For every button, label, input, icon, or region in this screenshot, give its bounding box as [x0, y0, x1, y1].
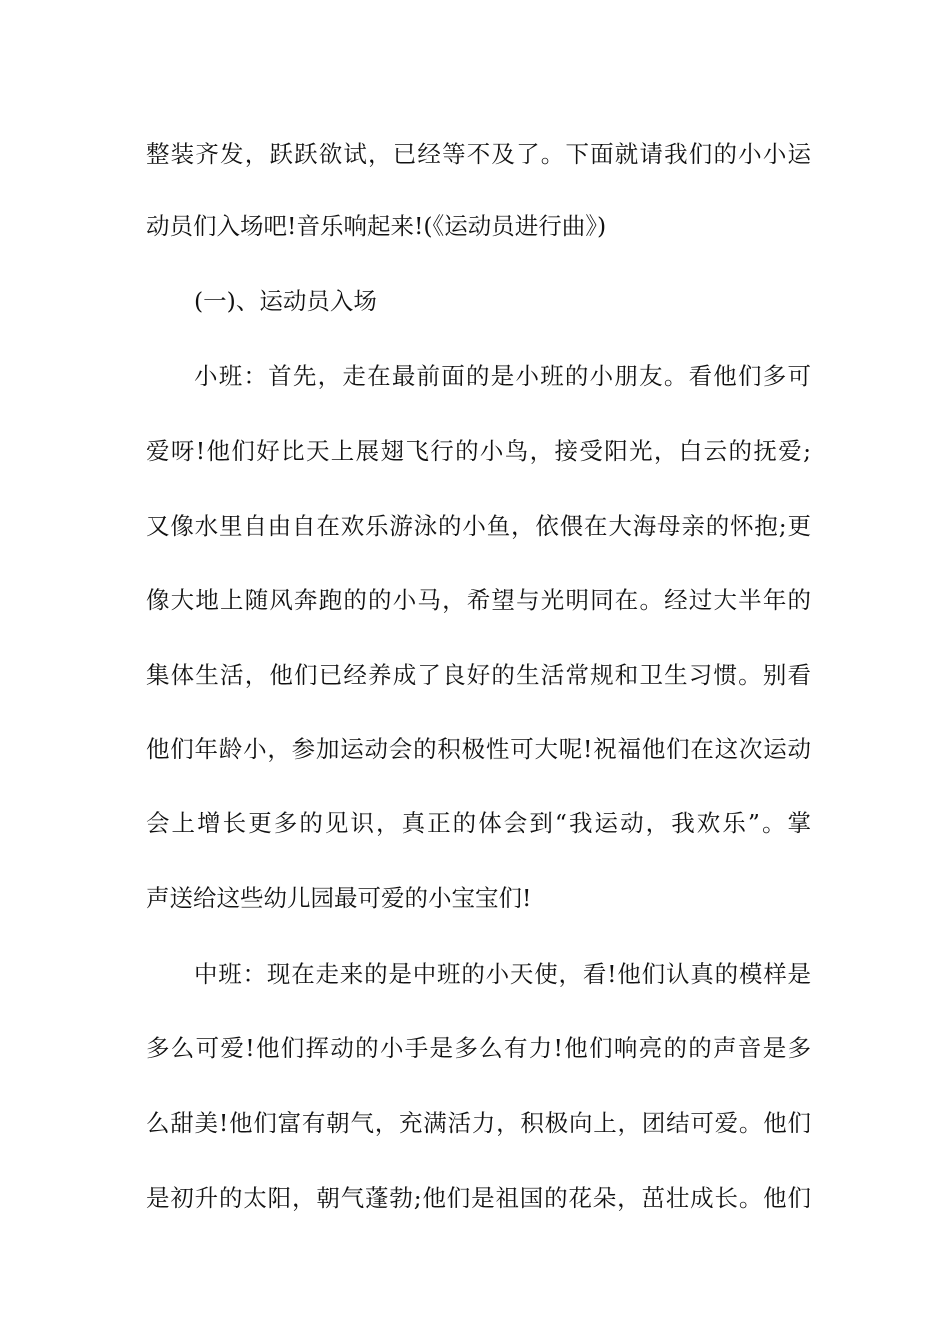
text-line-11: 声送给这些幼儿园最可爱的小宝宝们!	[146, 884, 532, 912]
text-line-8: 集体生活，他们已经养成了良好的生活常规和卫生习惯。别看	[146, 661, 811, 689]
text-line-5: 爱呀!他们好比天上展翅飞行的小鸟，接受阳光，白云的抚爱;	[146, 437, 811, 465]
text-line-4: 小班：首先，走在最前面的是小班的小朋友。看他们多可	[194, 362, 811, 390]
text-line-6: 又像水里自由自在欢乐游泳的小鱼，依偎在大海母亲的怀抱;更	[146, 512, 811, 540]
text-line-1: 整装齐发，跃跃欲试，已经等不及了。下面就请我们的小小运	[146, 140, 811, 168]
text-line-14: 么甜美!他们富有朝气，充满活力，积极向上，团结可爱。他们	[146, 1109, 811, 1137]
text-line-15: 是初升的太阳，朝气蓬勃;他们是祖国的花朵，茁壮成长。他们	[146, 1184, 811, 1212]
text-line-10: 会上增长更多的见识，真正的体会到“我运动，我欢乐”。掌	[146, 809, 811, 837]
text-line-7: 像大地上随风奔跑的的小马，希望与光明同在。经过大半年的	[146, 586, 811, 614]
section-heading: (一)、运动员入场	[194, 287, 377, 315]
text-line-2: 动员们入场吧!音乐响起来!(《运动员进行曲》)	[146, 212, 607, 240]
text-line-9: 他们年龄小，参加运动会的积极性可大呢!祝福他们在这次运动	[146, 735, 811, 763]
text-line-13: 多么可爱!他们挥动的小手是多么有力!他们响亮的的声音是多	[146, 1034, 811, 1062]
text-line-12: 中班：现在走来的是中班的小天使，看!他们认真的模样是	[194, 960, 811, 988]
